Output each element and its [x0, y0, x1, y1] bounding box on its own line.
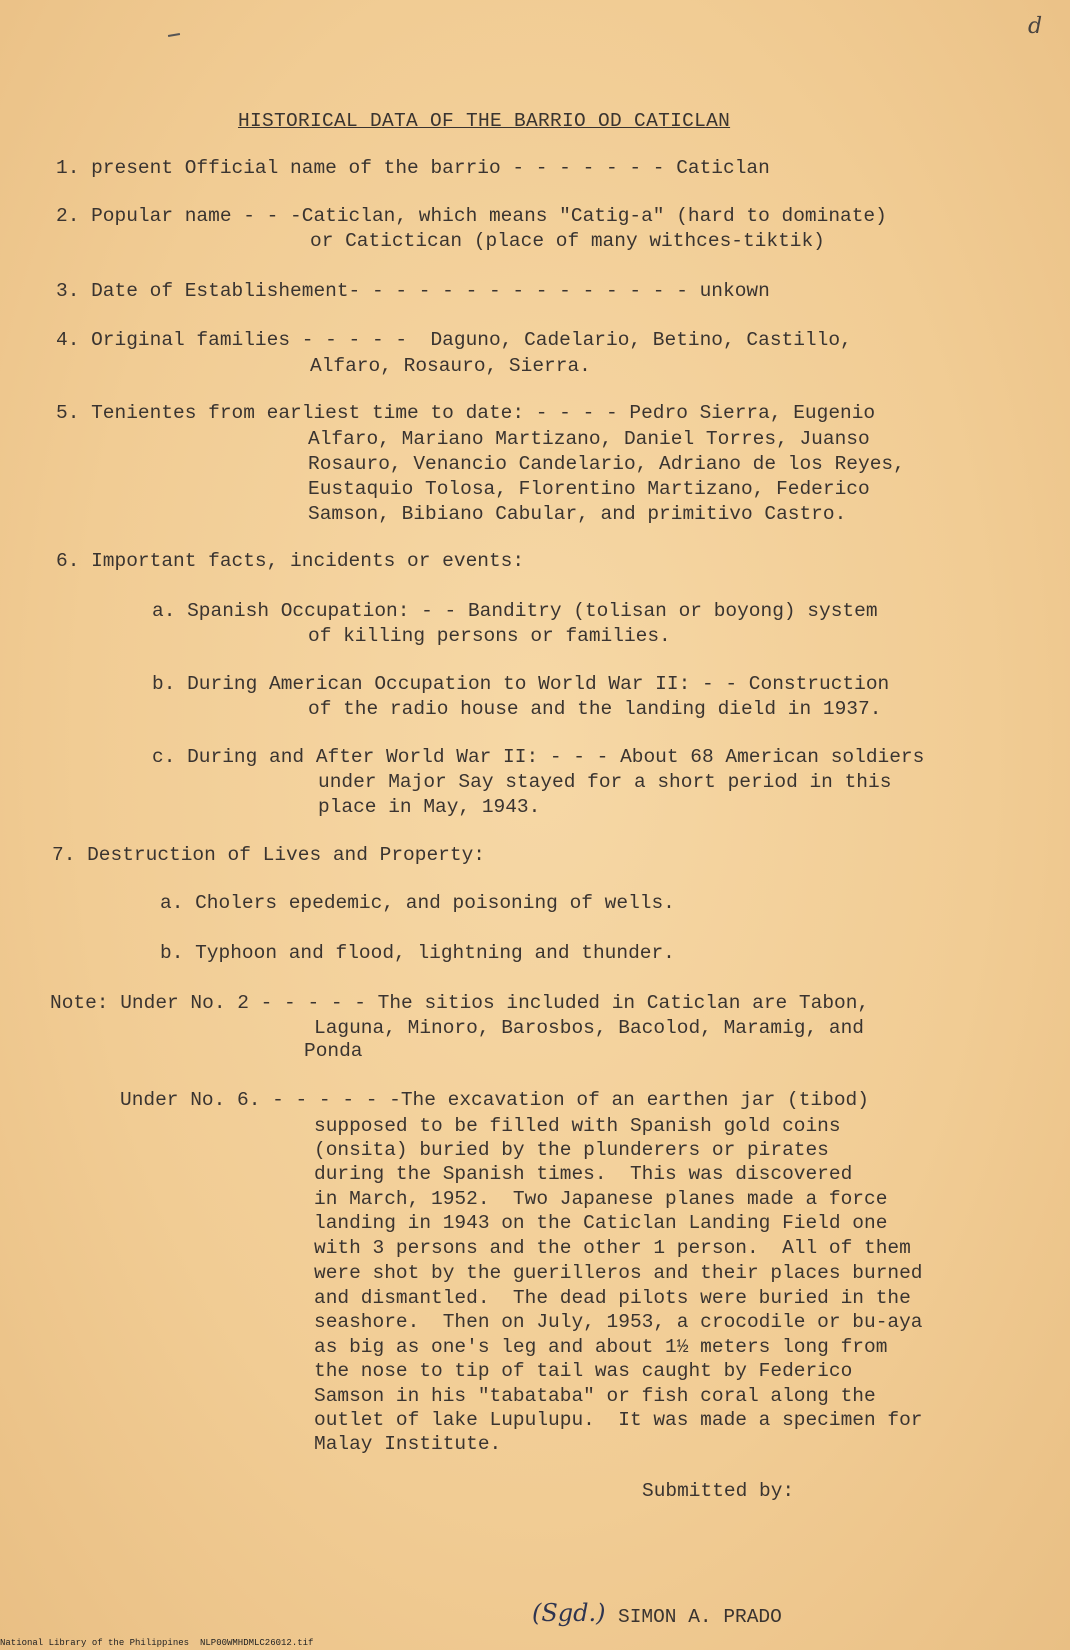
note-1-line1: Note: Under No. 2 - - - - - The sitios included in Caticlan are Tabon,	[50, 992, 870, 1014]
item-3: 3. Date of Establishement- - - - - - - - - - - - - - - unkown	[56, 280, 770, 302]
note-2-line10: seashore. Then on July, 1953, a crocodile or bu-aya	[314, 1311, 923, 1333]
submitter-name: SIMON A. PRADO	[618, 1606, 782, 1628]
item-6a-line2: of killing persons or families.	[308, 625, 671, 647]
item-4-line1: 4. Original families - - - - - Daguno, Cadelario, Betino, Castillo,	[56, 329, 852, 351]
note-2-line8: were shot by the guerilleros and their places burned	[314, 1262, 923, 1284]
item-2-line2: or Catictican (place of many withces-tiktik)	[310, 230, 825, 252]
item-6b-line2: of the radio house and the landing dield in 1937.	[308, 698, 882, 720]
stray-mark	[168, 33, 180, 37]
note-2-line3: (onsita) buried by the plunderers or pirates	[314, 1139, 829, 1161]
item-6c-line2: under Major Say stayed for a short period in this	[318, 771, 892, 793]
item-5-line3: Rosauro, Venancio Candelario, Adriano de los Reyes,	[308, 453, 905, 475]
item-5-line1: 5. Tenientes from earliest time to date: - - - - Pedro Sierra, Eugenio	[56, 402, 876, 424]
item-7b: b. Typhoon and flood, lightning and thunder.	[160, 942, 675, 964]
document-title: HISTORICAL DATA OF THE BARRIO OD CATICLAN	[238, 110, 731, 132]
note-1-line3: Ponda	[304, 1040, 363, 1062]
item-4-line2: Alfaro, Rosauro, Sierra.	[310, 355, 591, 377]
item-6: 6. Important facts, incidents or events:	[56, 550, 525, 572]
item-5-line2: Alfaro, Mariano Martizano, Daniel Torres, Juanso	[308, 428, 870, 450]
item-6c-line1: c. During and After World War II: - - - About 68 American soldiers	[152, 746, 925, 768]
note-2-line2: supposed to be filled with Spanish gold coins	[314, 1115, 841, 1137]
submitted-by-label: Submitted by:	[642, 1480, 795, 1502]
item-6b-line1: b. During American Occupation to World War II: - - Construction	[152, 673, 890, 695]
item-6c-line3: place in May, 1943.	[318, 796, 541, 818]
item-7a: a. Cholers epedemic, and poisoning of wells.	[160, 892, 675, 914]
item-2-line1: 2. Popular name - - -Caticlan, which means "Catig-a" (hard to dominate)	[56, 205, 887, 227]
note-2-line11: as big as one's leg and about 1½ meters long from	[314, 1336, 888, 1358]
item-7: 7. Destruction of Lives and Property:	[52, 844, 485, 866]
item-5-line4: Eustaquio Tolosa, Florentino Martizano, Federico	[308, 478, 870, 500]
note-2-line1: Under No. 6. - - - - - -The excavation of an earthen jar (tibod)	[120, 1089, 869, 1111]
note-2-line7: with 3 persons and the other 1 person. All of them	[314, 1237, 911, 1259]
note-2-line12: the nose to tip of tail was caught by Federico	[314, 1360, 853, 1382]
note-2-line4: during the Spanish times. This was discovered	[314, 1163, 853, 1185]
item-6a-line1: a. Spanish Occupation: - - Banditry (tolisan or boyong) system	[152, 600, 878, 622]
item-5-line5: Samson, Bibiano Cabular, and primitivo Castro.	[308, 503, 847, 525]
note-2-line15: Malay Institute.	[314, 1433, 502, 1455]
footer-file-id: NLP00WMHDMLC26012.tif	[200, 1638, 314, 1648]
signature-sgd: (Sgd.)	[532, 1599, 606, 1627]
note-2-line9: and dismantled. The dead pilots were buried in the	[314, 1287, 911, 1309]
note-2-line14: outlet of lake Lupulupu. It was made a specimen for	[314, 1409, 923, 1431]
page-number-mark: d	[1028, 14, 1043, 39]
item-1: 1. present Official name of the barrio - - - - - - - Caticlan	[56, 157, 770, 179]
note-2-line5: in March, 1952. Two Japanese planes made a force	[314, 1188, 888, 1210]
note-2-line13: Samson in his "tabataba" or fish coral along the	[314, 1385, 876, 1407]
note-1-line2: Laguna, Minoro, Barosbos, Bacolod, Maramig, and	[314, 1017, 864, 1039]
note-2-line6: landing in 1943 on the Caticlan Landing Field one	[314, 1212, 888, 1234]
footer-library: National Library of the Philippines	[0, 1638, 190, 1648]
